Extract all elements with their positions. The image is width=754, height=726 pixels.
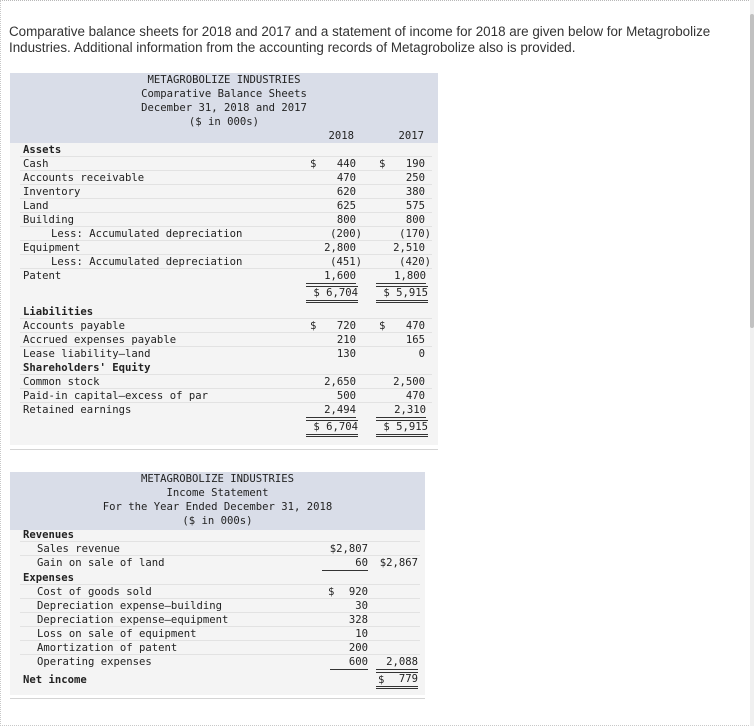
row-line [20, 654, 420, 655]
total-assets-2017: $ 5,915 [376, 286, 428, 303]
intro-text: Comparative balance sheets for 2018 and 2017 and a statement of income for 2018 are given below for Metagrobolize Industries. Additional information from the accounting records of Metagrobolize also is provided. [9, 24, 711, 55]
row-line [20, 584, 420, 585]
asset-value-2017: 1,800 [376, 270, 426, 284]
asset-label: Accounts receivable [23, 172, 145, 184]
section-divider [10, 449, 438, 450]
expense-label: Loss on sale of equipment [37, 628, 197, 640]
liability-label: Accrued expenses payable [23, 334, 177, 346]
bs-company: METAGROBOLIZE INDUSTRIES [147, 74, 301, 86]
row-line [20, 240, 432, 241]
asset-value-2018: 470 [336, 172, 356, 184]
liability-label: Lease liability–land [23, 348, 151, 360]
is-title: Income Statement [166, 487, 269, 499]
row-line [20, 254, 432, 255]
liability-value-2017: 0 [418, 348, 425, 360]
liability-value-2018: 210 [336, 334, 356, 346]
is-company: METAGROBOLIZE INDUSTRIES [140, 473, 295, 485]
asset-value-2018: 620 [336, 186, 356, 198]
asset-value-2018: (200) [330, 228, 362, 240]
row-line [20, 184, 432, 185]
total-le-2018: $ 6,704 [306, 420, 358, 437]
equity-value-2018: 500 [336, 390, 356, 402]
asset-dollar-2018: $ [310, 158, 317, 170]
bs-title: Comparative Balance Sheets [141, 88, 307, 100]
row-line [20, 318, 432, 319]
liability-dollar-2018: $ [310, 320, 317, 332]
bs-col-2017: 2017 [398, 130, 424, 142]
total-assets-2018: $ 6,704 [306, 286, 358, 303]
bs-liabilities-heading: Liabilities [23, 306, 94, 318]
total-expenses: 2,088 [376, 656, 418, 670]
expense-label: Depreciation expense–building [37, 600, 222, 612]
equity-value-2017: 2,500 [393, 376, 425, 388]
asset-value-2018: (451) [330, 256, 362, 268]
row-line [20, 346, 432, 347]
asset-value-2017: (170) [399, 228, 431, 240]
gain-label: Gain on sale of land [37, 557, 165, 569]
row-line [20, 156, 432, 157]
equity-value-2017: 470 [405, 390, 425, 402]
expense-label: Depreciation expense–equipment [37, 614, 229, 626]
asset-value-2017: (420) [399, 256, 431, 268]
asset-value-2017: 380 [405, 186, 425, 198]
row-line [20, 332, 432, 333]
sales-label: Sales revenue [37, 543, 120, 555]
row-line [20, 612, 420, 613]
asset-value-2017: 575 [405, 200, 425, 212]
asset-value-2018: 440 [336, 158, 356, 170]
net-income-label: Net income [23, 674, 87, 686]
bs-date: December 31, 2018 and 2017 [141, 102, 307, 114]
expense-value: 328 [348, 614, 368, 626]
liability-label: Accounts payable [23, 320, 126, 332]
asset-value-2018: 2,800 [324, 242, 356, 254]
asset-dollar-2017: $ [379, 158, 386, 170]
asset-value-2018: 1,600 [306, 270, 356, 284]
is-expenses-heading: Expenses [23, 572, 75, 584]
row-line [20, 555, 420, 556]
equity-label: Retained earnings [23, 404, 132, 416]
liability-value-2017: 470 [405, 320, 425, 332]
row-line [20, 626, 420, 627]
net-income-value: 779 [376, 672, 418, 689]
equity-label: Common stock [23, 376, 100, 388]
sales-value: $2,807 [329, 543, 368, 555]
total-le-2017: $ 5,915 [376, 420, 428, 437]
is-revenues-heading: Revenues [23, 529, 75, 541]
bs-col-2018: 2018 [328, 130, 354, 142]
section-divider [10, 698, 425, 699]
row-line [20, 198, 432, 199]
row-line [20, 374, 432, 375]
liability-value-2018: 720 [336, 320, 356, 332]
liability-value-2017: 165 [405, 334, 425, 346]
asset-label: Patent [23, 270, 62, 282]
row-line [20, 640, 420, 641]
expense-value: 920 [348, 586, 368, 598]
row-line [20, 402, 432, 403]
bs-units: ($ in 000s) [188, 116, 260, 128]
asset-value-2017: 800 [405, 214, 425, 226]
net-income-dollar: $ [378, 674, 385, 686]
expense-value: 30 [355, 600, 368, 612]
is-units: ($ in 000s) [182, 515, 253, 527]
row-line [20, 541, 420, 542]
expense-value: 600 [330, 656, 368, 670]
row-line [20, 170, 432, 171]
expense-value: 10 [355, 628, 368, 640]
asset-label: Less: Accumulated depreciation [51, 256, 243, 268]
bs-equity-heading: Shareholders' Equity [23, 362, 151, 374]
bs-assets-heading: Assets [23, 144, 62, 156]
liability-dollar-2017: $ [379, 320, 386, 332]
asset-label: Building [23, 214, 75, 226]
asset-label: Equipment [23, 242, 81, 254]
asset-label: Inventory [23, 186, 81, 198]
is-period: For the Year Ended December 31, 2018 [102, 501, 333, 513]
row-line [20, 212, 432, 213]
equity-value-2018: 2,494 [306, 404, 356, 418]
equity-value-2018: 2,650 [324, 376, 356, 388]
row-line [20, 268, 432, 269]
asset-value-2017: 2,510 [393, 242, 425, 254]
expense-label: Amortization of patent [37, 642, 178, 654]
asset-value-2018: 625 [336, 200, 356, 212]
gain-value: 60 [322, 557, 368, 571]
expense-value: 200 [348, 642, 368, 654]
liability-value-2018: 130 [336, 348, 356, 360]
asset-value-2018: 800 [336, 214, 356, 226]
total-revenues: $2,867 [379, 557, 418, 569]
asset-label: Cash [23, 158, 49, 170]
expense-dollar: $ [328, 586, 335, 598]
row-line [20, 598, 420, 599]
expense-label: Cost of goods sold [37, 586, 152, 598]
equity-value-2017: 2,310 [376, 404, 426, 418]
row-line [20, 226, 432, 227]
row-line [20, 388, 432, 389]
scrollbar-thumb[interactable] [750, 14, 754, 328]
asset-label: Less: Accumulated depreciation [51, 228, 243, 240]
expense-label: Operating expenses [37, 656, 152, 668]
equity-label: Paid-in capital–excess of par [23, 390, 208, 402]
asset-label: Land [23, 200, 49, 212]
asset-value-2017: 190 [405, 158, 425, 170]
asset-value-2017: 250 [405, 172, 425, 184]
